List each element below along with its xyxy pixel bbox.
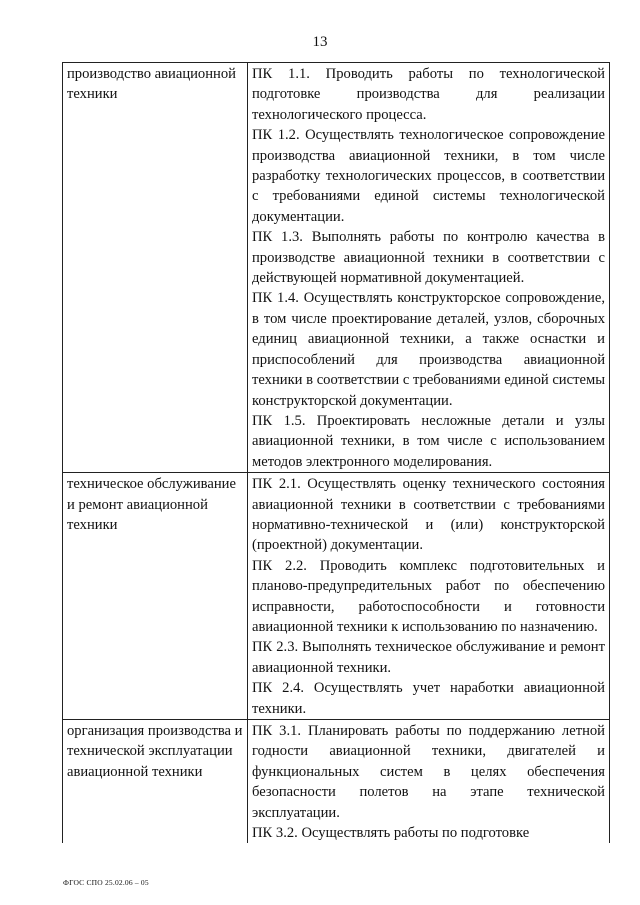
competency-item: ПК 1.1. Проводить работы по технологической подготовке производства для реализации технологического процесса. xyxy=(252,66,605,123)
page-number: 13 xyxy=(312,34,328,50)
competency-item: ПК 1.4. Осуществлять конструкторское сопровождение, в том числе проектирование деталей, узлов, сборочных единиц авиационной техники, а также оснастки и приспособлений для производства авиационной техники в соответствии с требованиями единой системы конструкторской документации. xyxy=(252,290,605,409)
activity-area-cell: организация производства и технической эксплуатации авиационной техники xyxy=(63,720,248,844)
document-code-footer: ФГОС СПО 25.02.06 – 05 xyxy=(63,878,149,887)
table-row xyxy=(63,63,610,473)
competency-item: ПК 1.2. Осуществлять технологическое сопровождение производства авиационной техники, в том числе разработку технологических процессов, в соответствии с требованиями единой системы технологической документации. xyxy=(252,127,605,225)
competency-item: ПК 1.3. Выполнять работы по контролю качества в производстве авиационной техники в соответствии с действующей нормативной документацией. xyxy=(252,229,605,287)
activity-area-cell: техническое обслуживание и ремонт авиационной техники xyxy=(63,473,248,720)
competencies-cell xyxy=(248,473,610,720)
competency-item: ПК 2.3. Выполнять техническое обслуживание и ремонт авиационной техники. xyxy=(252,639,605,676)
table-row xyxy=(63,473,610,720)
competency-item: ПК 1.5. Проектировать несложные детали и узлы авиационной техники, в том числе с использованием методов электронного моделирования. xyxy=(252,412,605,470)
competency-item: ПК 2.1. Осуществлять оценку технического состояния авиационной техники в соответствии с требованиями нормативно-технической и (или) конструкторской (проектной) документации. xyxy=(252,476,605,554)
activity-area-cell: производство авиационной техники xyxy=(63,63,248,473)
competency-item: ПК 2.4. Осуществлять учет наработки авиационной техники. xyxy=(252,680,605,717)
competencies-cell xyxy=(248,63,610,473)
table-row xyxy=(63,720,610,844)
competency-item: ПК 3.2. Осуществлять работы по подготовке xyxy=(252,825,530,842)
competencies-cell xyxy=(248,720,610,844)
competency-table xyxy=(62,62,610,843)
competency-item: ПК 2.2. Проводить комплекс подготовительных и планово-предупредительных работ по обеспечению исправности, работоспособности и готовности авиационной техники к использованию по назначению. xyxy=(252,557,605,635)
competency-item: ПК 3.1. Планировать работы по поддержанию летной годности авиационной техники, двигателей и функциональных систем в целях обеспечения безопасности полетов на этапе технической эксплуатации. xyxy=(252,723,605,821)
